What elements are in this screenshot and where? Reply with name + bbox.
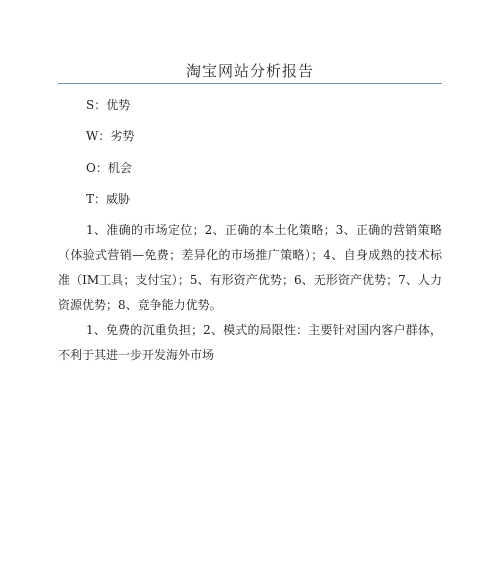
swot-weaknesses: W：劣势 — [86, 129, 135, 143]
swot-opportunities: O：机会 — [86, 161, 132, 175]
document-title: 淘宝网站分析报告 — [185, 62, 314, 80]
swot-strengths: S：优势 — [86, 98, 131, 112]
weaknesses-paragraph: 1、免费的沉重负担；2、模式的局限性：主要针对国内客户群体，不利于其进一步开发海外市场 — [58, 323, 442, 362]
strengths-paragraph: 1、准确的市场定位；2、正确的本土化策略；3、正确的营销策略（体验式营销—免费；差异化的市场推广策略）；4、自身成熟的技术标准（IM工具；支付宝）；5、有形资产优势；6、无形资产优势；7、人力资源优势；8、竞争能力优势。 — [58, 223, 442, 312]
title-divider — [58, 83, 442, 84]
swot-threats: T：威胁 — [86, 192, 131, 206]
